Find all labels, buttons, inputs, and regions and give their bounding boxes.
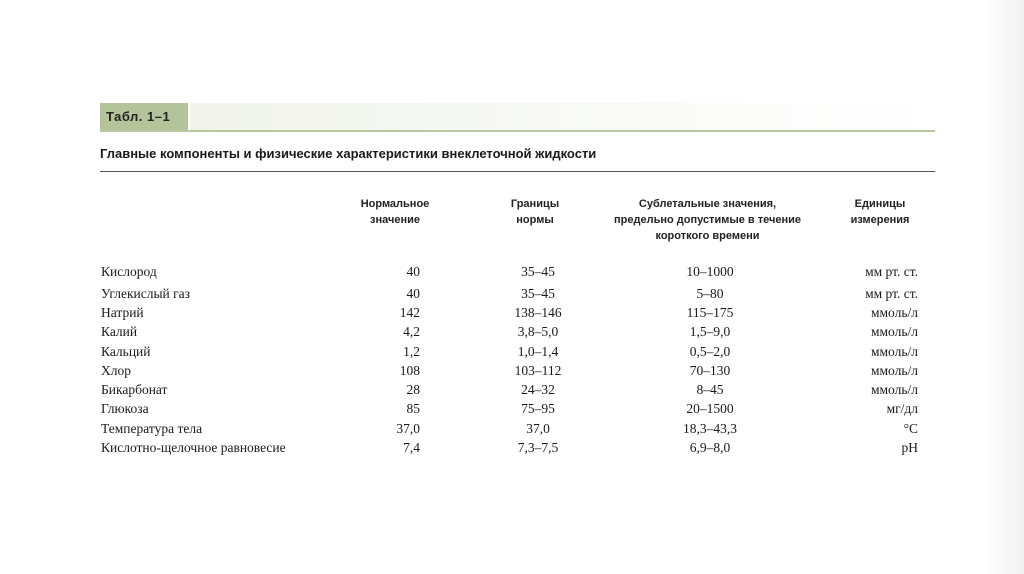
cell-unit: мг/дл: [886, 401, 918, 416]
cell-range: 138–146: [514, 305, 562, 320]
cell-normal: 85: [406, 401, 420, 416]
header-norm-range: Границы нормы: [510, 198, 560, 226]
cell-range: 7,3–7,5: [517, 440, 559, 455]
cell-unit: °С: [903, 421, 918, 436]
header-units: Единицы измерения: [850, 198, 910, 226]
cell-normal: 1,2: [403, 344, 420, 359]
cell-unit: мм рт. ст.: [865, 264, 918, 279]
table-row: [0, 421, 1024, 440]
cell-range: 3,8–5,0: [517, 324, 559, 339]
cell-normal: 7,4: [403, 440, 420, 455]
cell-range: 1,0–1,4: [517, 344, 559, 359]
cell-name: Калий: [101, 324, 138, 339]
cell-unit: ммоль/л: [870, 344, 918, 359]
cell-unit: ммоль/л: [870, 382, 918, 397]
cell-normal: 4,2: [403, 324, 420, 339]
table-row: [0, 382, 1024, 401]
cell-sublethal: 20–1500: [686, 401, 734, 416]
cell-sublethal: 6,9–8,0: [689, 440, 731, 455]
cell-range: 103–112: [514, 363, 562, 378]
cell-range: 35–45: [521, 286, 555, 301]
cell-name: Глюкоза: [101, 401, 149, 416]
table-title: Главные компоненты и физические характеристики внеклеточной жидкости: [100, 146, 597, 161]
cell-normal: 37,0: [396, 421, 420, 436]
table-tag-underline: [100, 130, 935, 132]
table-row: [0, 324, 1024, 343]
table-row: [0, 440, 1024, 459]
table-row: [0, 264, 1024, 283]
cell-name: Натрий: [101, 305, 144, 320]
cell-sublethal: 8–45: [696, 382, 724, 397]
table-row: [0, 305, 1024, 324]
title-rule: [100, 171, 935, 172]
cell-normal: 40: [406, 286, 420, 301]
cell-range: 37,0: [526, 421, 550, 436]
table-tag: Табл. 1–1: [100, 103, 188, 131]
cell-sublethal: 10–1000: [686, 264, 734, 279]
header-normal-value: Нормальное значение: [360, 198, 430, 226]
cell-range: 24–32: [521, 382, 555, 397]
cell-unit: ммоль/л: [870, 363, 918, 378]
cell-normal: 28: [406, 382, 420, 397]
cell-name: Кислород: [101, 264, 157, 279]
cell-sublethal: 18,3–43,3: [683, 421, 737, 436]
cell-sublethal: 115–175: [686, 305, 734, 320]
cell-range: 75–95: [521, 401, 555, 416]
cell-range: 35–45: [521, 264, 555, 279]
cell-sublethal: 1,5–9,0: [689, 324, 731, 339]
cell-sublethal: 0,5–2,0: [689, 344, 731, 359]
table-row: [0, 286, 1024, 305]
cell-name: Температура тела: [101, 421, 203, 436]
cell-name: Хлор: [101, 363, 131, 378]
cell-normal: 108: [399, 363, 420, 378]
cell-sublethal: 5–80: [696, 286, 724, 301]
cell-sublethal: 70–130: [689, 363, 731, 378]
cell-unit: ммоль/л: [870, 324, 918, 339]
cell-unit: pH: [901, 440, 918, 455]
table-row: [0, 363, 1024, 382]
header-sublethal: Сублетальные значения, предельно допустимые в течение короткого времени: [614, 198, 801, 242]
cell-name: Кальций: [101, 344, 151, 359]
cell-unit: мм рт. ст.: [865, 286, 918, 301]
cell-name: Углекислый газ: [101, 286, 190, 301]
cell-name: Бикарбонат: [101, 382, 168, 397]
cell-normal: 40: [406, 264, 420, 279]
table-row: [0, 401, 1024, 420]
cell-name: Кислотно-щелочное равновесие: [101, 440, 286, 455]
cell-normal: 142: [399, 305, 420, 320]
cell-unit: ммоль/л: [870, 305, 918, 320]
table-row: [0, 344, 1024, 363]
table-tag-band: [190, 103, 935, 131]
